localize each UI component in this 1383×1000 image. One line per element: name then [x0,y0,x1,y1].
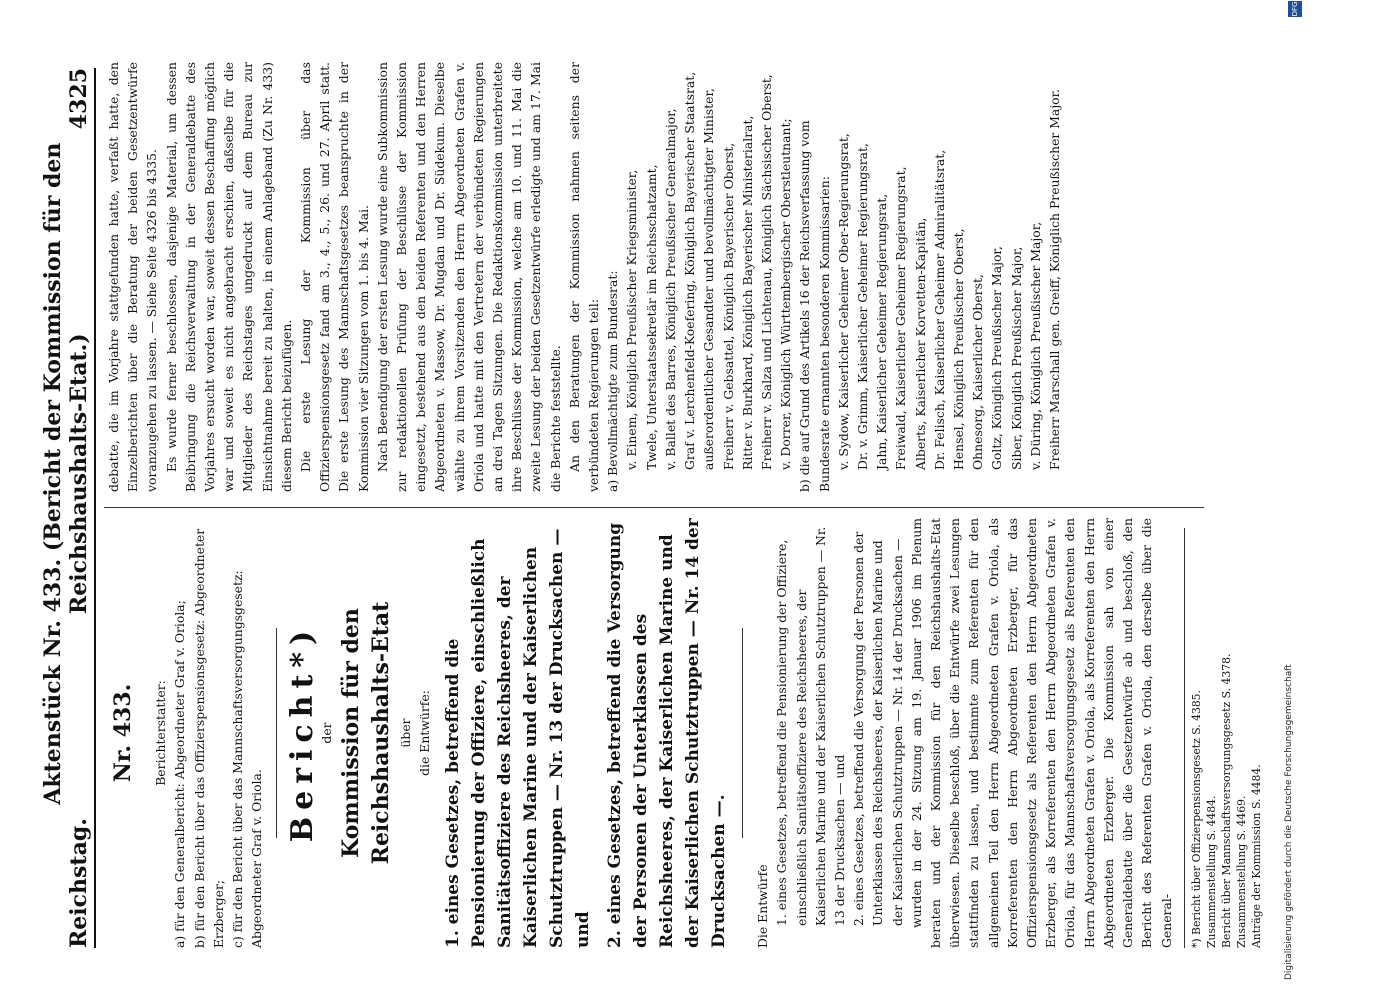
page-header [40,68,96,948]
list-item: Ohnesorg, Kaiserlicher Oberst, [970,274,986,470]
reporter-b: b) für den Bericht über das Offizierspensionsgesetz: Abgeordneter Erzberger; [191,528,226,948]
header-left: Reichstag. [66,818,92,948]
digitization-note: Digitalisierung gefördert durch die Deutsche Forschungsgemeinschaft [1284,664,1294,980]
paragraph-3: Die erste Lesung der Kommission über das Offizierspensionsgesetz fand am 3., 4., 5., 26. und 27. April statt. Die erste Lesung des Mannschaftsgesetzes beanspruchte in der Kommission vier Sitzungen vom 1. bis 4. Mai. [298,62,371,492]
list-item: Graf v. Lerchenfeld-Koefering, Königlich Bayerischer Staatsrat, außerordentlicher Gesandter und bevollmächtigter Minister, [682,71,717,470]
entwuerfe-title: die Entwürfe: [417,690,433,776]
paragraph-5: An den Beratungen der Kommission nahmen seitens der verbündeten Regierungen teil: [566,62,602,492]
list-item: Alberts, Kaiserlicher Korvetten-Kapitän, [912,217,928,470]
footnote-1: *) Bericht über Offizierpensionsgesetz S. 4385. [1189,690,1203,948]
body-paragraph: wurden in der 24. Sitzung am 19. Januar 1906 im Plenum beraten und der Kommission für den Reichshaushalts-Etat überwiesen. Dieselbe beschloß, über die Entwürfe zwei Lesungen stattfinden zu lassen, und bestimmte zum Referenten für den allgemeinen Teil den Herrn Abgeordneten Grafen v. Oriola, als Korreferenten den Herrn Abgeordneten Erzberger, für das Offizierspensionsgesetz als Referenten den Herrn Abgeordneten Erzberger, als Korreferenten den Herrn Abgeordneten Grafen v. Oriola, für das Mannschaftsversorgungsgesetz als Referenten den Herrn Abgeordneten Grafen v. Oriola, als Korreferenten den Herrn Abgeordneten Erzberger. Die Kommission sah von einer Generaldebatte über die Gesetzentwürfe ab und beschloß, den Bericht des Referenten Grafen v. Oriola, den derselbe über die General- [908,518,1174,948]
der-text: der [318,722,334,744]
list-item: Ritter v. Burkhard, Königlich Bayerischer Ministerialrat, [739,115,755,470]
footnote-3: Bericht über Mannschaftsversorgungsgesetz S. 4378. [1219,653,1233,948]
ueber-text: über [397,718,413,748]
list-item: Goltz, Königlich Preußischer Major, [989,246,1005,470]
list-item: Freiherr v. Salza und Lichtenau, Königlich Sächsischer Oberst, [758,74,774,470]
footnotes [1184,528,1264,948]
column-divider [104,507,1204,508]
right-column [104,62,1064,492]
page-number: 4325 [66,68,92,130]
list-b [834,62,1064,492]
entwurf-1: 1. eines Gesetzes, betreffend die Pensionierung der Offiziere, einschließlich Sanitätsoffiziere des Reichsheeres, der Kaiserlichen Marine und der Kaiserlichen Schutztruppen — Nr. 13 der Drucksachen — und [443,528,594,948]
list-item: Dr. v. Grimm, Kaiserlicher Geheimer Regierungsrat, [854,143,870,470]
reporter-a: a) für den Generalbericht: Abgeordneter Graf v. Oriola; [172,600,188,948]
commission-title: Kommission für den Reichshaushalts-Etat [337,601,394,865]
list-item: Siber, Königlich Preußischer Major, [1008,246,1024,470]
entwurf-2: 2. eines Gesetzes, betreffend die Versorgung der Personen der Unterklassen des Reichsheeres, der Kaiserlichen Marine und der Kaiserlichen Schutztruppen — Nr. 14 der Drucksachen —. [605,518,730,948]
paragraph-1: debatte, die im Vorjahre stattgefunden hatte, verfaßt hatte, den Einzelberichten über die Beratung der beiden Gesetzentwürfe voranzugehen zu lassen. — Siehe Seite 4326 bis 4335. [106,62,160,492]
list-item: Freiherr v. Gebsattel, Königlich Bayerischer Oberst, [720,142,736,470]
footnote-2: Zusammenstellung S. 4484. [1204,795,1218,948]
list-item: v. Ballet des Barres, Königlich Preußischer Generalmajor, [662,108,678,470]
list-item: Freiherr Marschall gen. Greiff, Königlich Preußischer Major. [1046,88,1062,470]
dfg-logo: DFG [1288,1,1302,17]
list-item: v. Einem, Königlich Preußischer Kriegsminister, [624,169,640,470]
entwuerfe-label: Die Entwürfe [755,864,771,948]
list-item: Freiwald, Kaiserlicher Geheimer Regierungsrat, [893,166,909,470]
paragraph-2: Es wurde ferner beschlossen, dasjenige Material, um dessen Beibringung die Reichsverwaltung in der Generaldebatte des Vorjahres ersucht worden war, soweit dessen Beschaffung möglich war und soweit es nicht angebracht erschien, daßselbe für die Mitglieder des Reichstages ungedruckt auf dem Bureau zur Einsichtnahme bereit zu halten, in einem Anlageband (Zu Nr. 433) diesem Bericht beizufügen. [163,62,294,492]
divider-rule [276,628,277,838]
list-item: v. Dorrer, Königlich Württembergischer Oberstleutnant; [778,118,794,470]
header-title: Aktenstück Nr. 433. (Bericht der Kommission für den Reichshaushalts-Etat.) [40,142,92,805]
list-b-label: b) die auf Grund des Artikels 16 der Reichsverfassung vom Bundesrate ernannten besonderen Kommissarien: [797,120,832,492]
list-item: v. Sydow, Kaiserlicher Geheimer Ober-Regierungsrat, [835,133,851,470]
left-column [104,518,1264,948]
footnote-4: Zusammenstellung S. 4469. [1234,795,1248,948]
bericht-heading: Bericht*) [285,623,321,843]
list-item: Jahn, Kaiserlicher Geheimer Regierungsrat, [874,193,890,470]
small-item-1: 1. eines Gesetzes, betreffend die Pensionierung der Offiziere, einschließlich Sanitätsoffiziere des Reichsheeres, der Kaiserlichen Marine und der Kaiserlichen Schutztruppen — Nr. 13 der Drucksachen — und [774,526,848,926]
list-a-label: a) Bevollmächtigte zum Bundesrat: [605,270,621,492]
list-a [622,62,795,492]
reporters-label: Berichterstatter: [153,680,169,786]
list-item: Dr. Felisch, Kaiserlicher Geheimer Admiralitätsrat, [931,149,947,470]
list-item: Hensel, Königlich Preußischer Oberst, [950,228,966,470]
list-item: Twele, Unterstaatssekretär im Reichsschatzamt, [643,164,659,470]
document-number: Nr. 433. [110,683,136,783]
reporter-c: c) für den Bericht über das Mannschaftsversorgungsgesetz: Abgeordneter Graf v. Oriola. [230,570,265,948]
paragraph-4: Nach Beendigung der ersten Lesung wurde eine Subkommission zur redaktionellen Prüfung der Beschlüsse der Kommission eingesetzt, bestehend aus den beiden Referenten und den Herren Abgeordneten v. Massow, Dr. Mugdan und Dr. Südekum. Dieselbe wählte zu ihrem Vorsitzenden den Herrn Abgeordneten Grafen v. Oriola und hatte mit den Vertretern der verbündeten Regierungen an drei Tagen Sitzungen. Die Redaktionskommission unterbreitete ihre Beschlüsse der Kommission, welche am 10. und 11. Mai die zweite Lesung der beiden Gesetzentwürfe erledigte und am 17. Mai die Berichte feststellte. [374,62,563,492]
small-item-2: 2. eines Gesetzes, betreffend die Versorgung der Personen der Unterklassen des Reichsheeres, der Kaiserlichen Marine und der Kaiserlichen Schutztruppen — Nr. 14 der Drucksachen — [851,531,905,926]
footnote-5: Anträge der Kommission S. 4484. [1249,764,1263,948]
list-item: v. Düring, Königlich Preußischer Major, [1027,221,1043,470]
divider-rule-2 [742,628,743,838]
